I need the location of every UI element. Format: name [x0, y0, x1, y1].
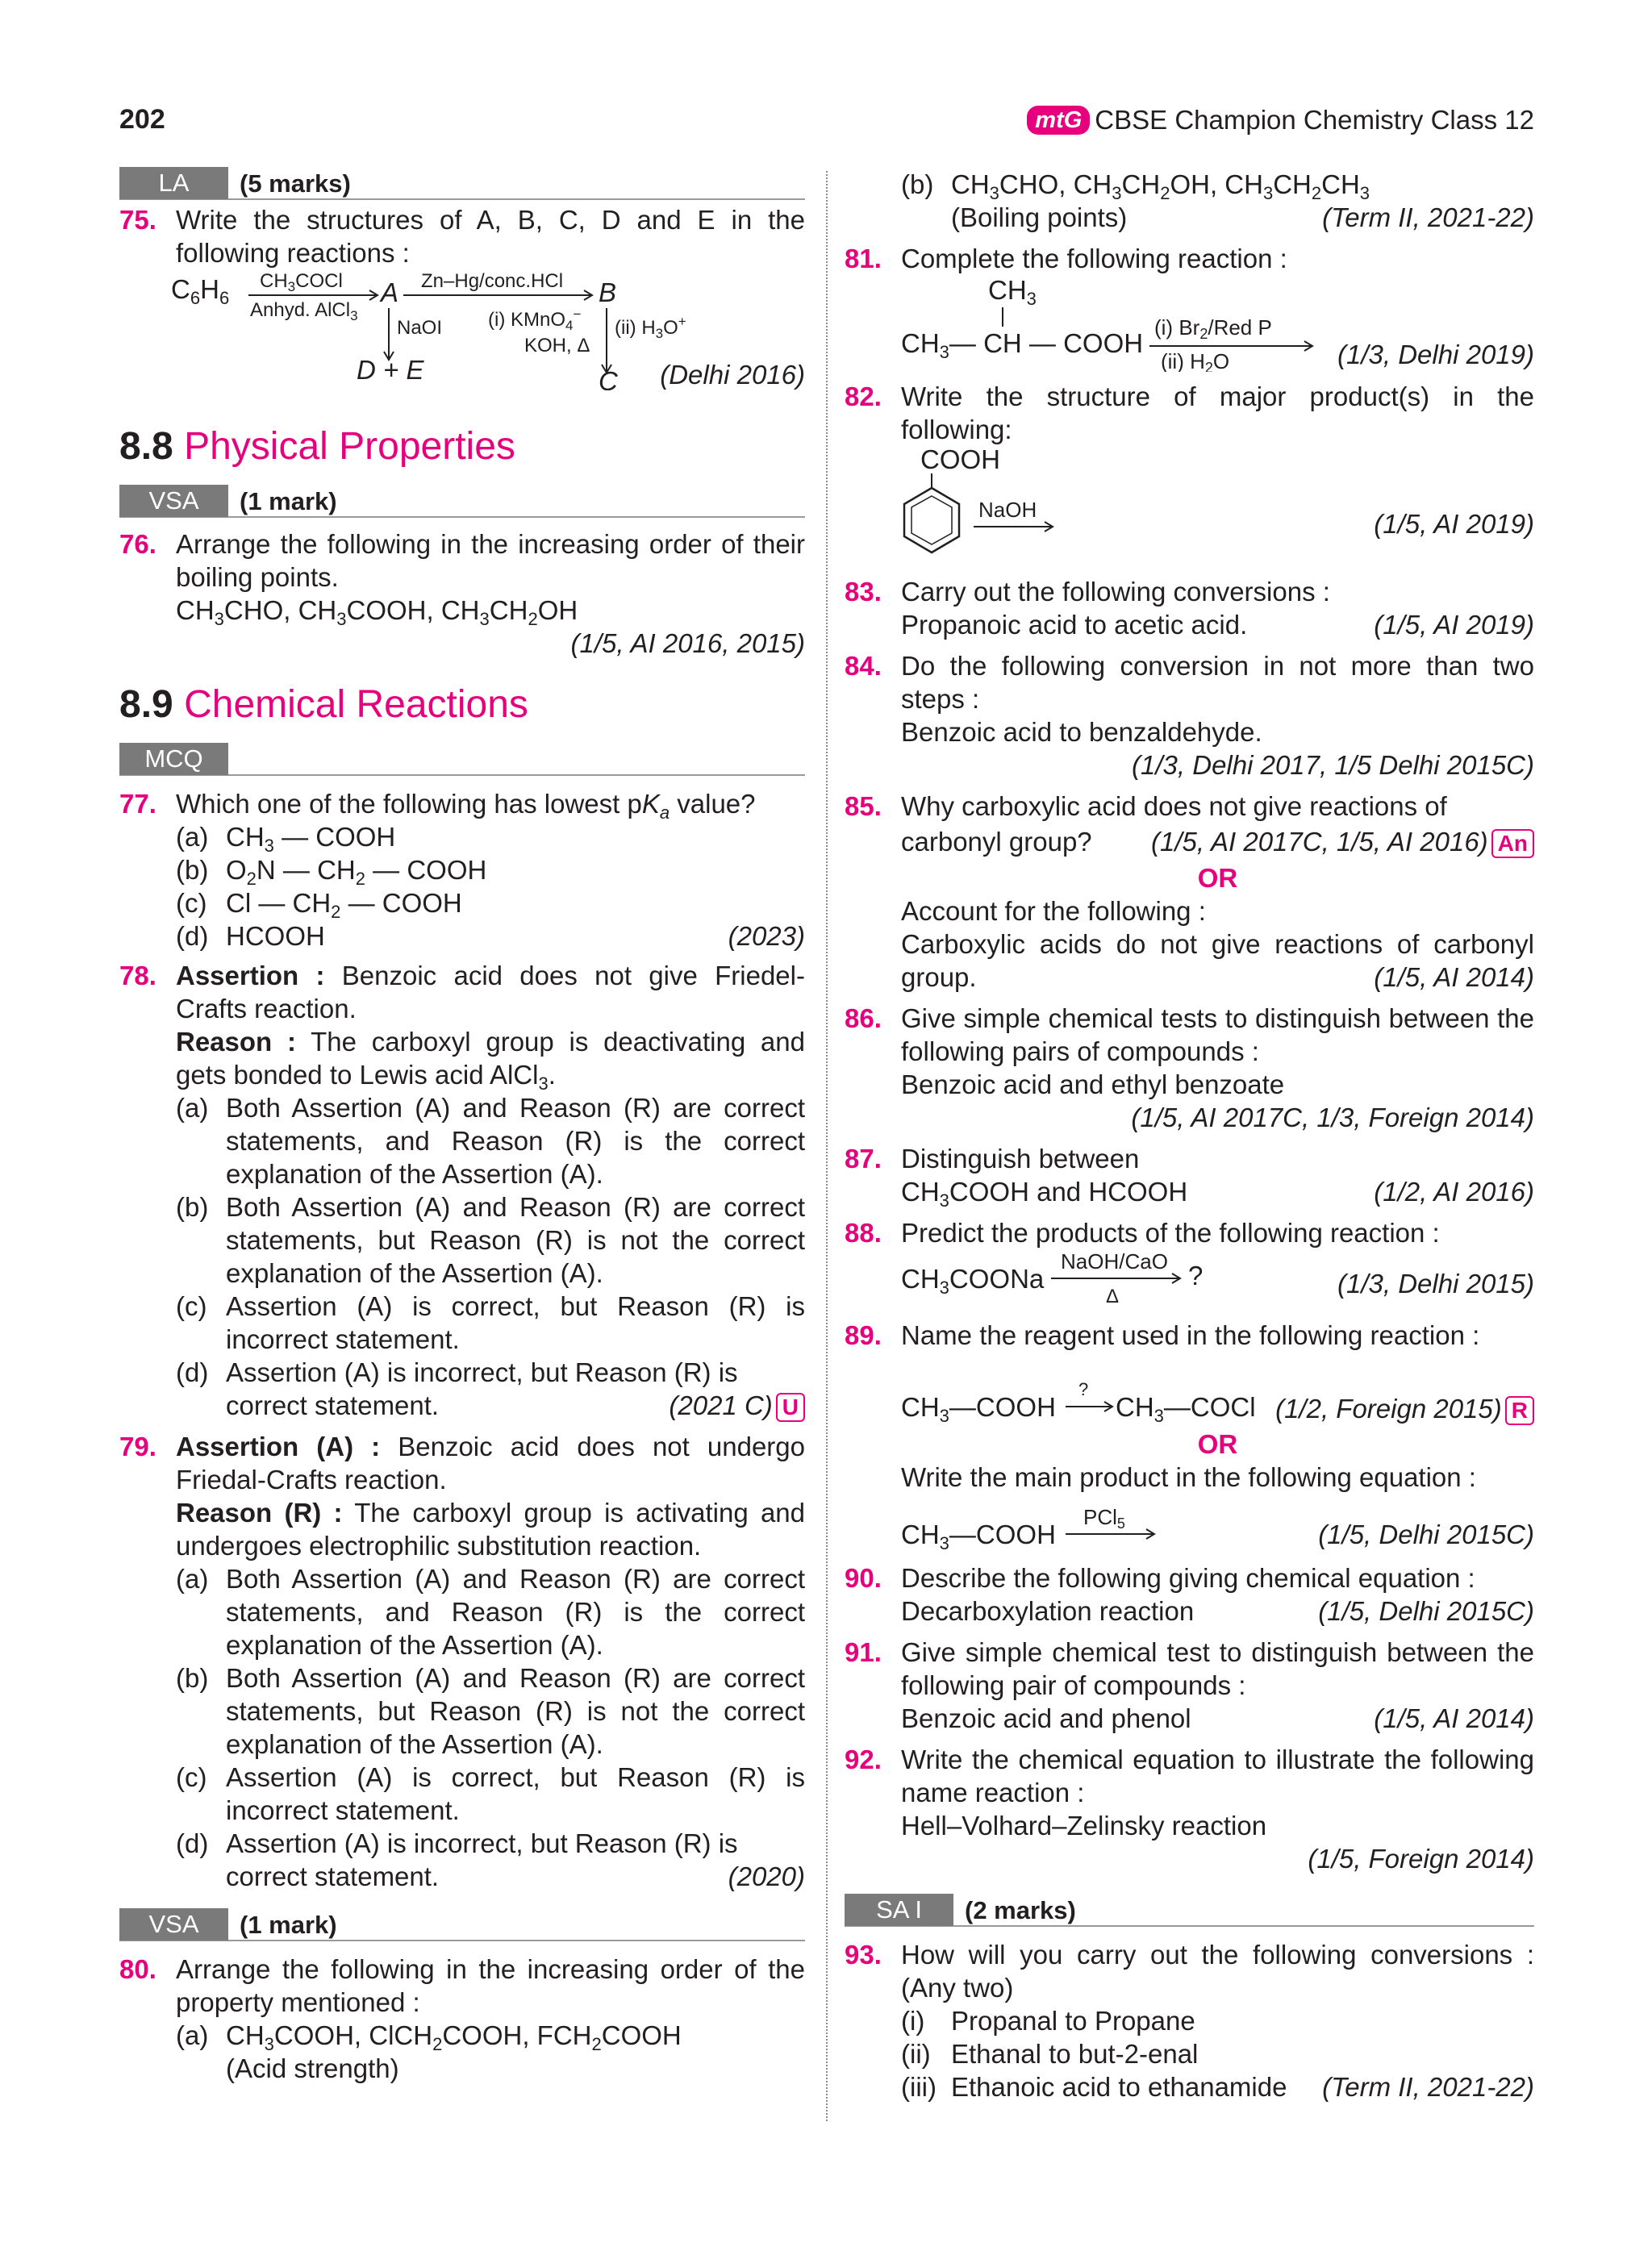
- svg-text:?: ?: [1188, 1261, 1204, 1290]
- reaction-81: $CH_3$ $CH_3—$ CH — COOH (i) Br2/Red P (ii) H2O (1/3, Delhi 2019): [901, 275, 1534, 372]
- question-81: 81. Complete the following reaction : $CH_3$ $CH_3—$ CH — COOH (i) Br2/Red P (ii) H2O (1/3, Delhi 2019): [845, 242, 1534, 372]
- or-separator-2: OR: [1197, 1429, 1238, 1459]
- svg-text:PCl5: PCl5: [1083, 1505, 1125, 1532]
- brand-logo: mtG: [1027, 106, 1090, 135]
- list-item: (ii) Ethanal to but-2-enal: [901, 2039, 1199, 2069]
- section-heading-8-8: 8.8 Physical Properties: [119, 425, 515, 468]
- running-header: [1027, 103, 1534, 136]
- understanding-badge: U: [776, 1393, 805, 1422]
- question-79: 79. Assertion (A) : Benzoic acid does not undergo Friedal-Crafts reaction. Reason (R) : The carboxyl group is activating and undergoes electrophilic substitution reaction. (a) Both Assertion (A) and Reason (R) are correct statements, and Reason (R) is the correct explanation of the Assertion (A). (b) Both Assertion (A) and Reason (R) are correct statements, but Reason (R) is not the correct explanation of the Assertion (A). (c) Assertion (A) is correct, but Reason (R) is incorrect statement. (d) Assertion (A) is incorrect, but Reason (R) is correct statement. (2020): [119, 1432, 806, 1891]
- option-79d: (d) Assertion (A) is incorrect, but Reason (R) is correct statement. (2020): [176, 1828, 805, 1891]
- question-88: 88. Predict the products of the following reaction : $CH_3COONa$ NaOH/CaO Δ ? (1/3, Delhi 2015): [845, 1216, 1534, 1311]
- svg-text:KOH, Δ: KOH, Δ: [524, 335, 590, 356]
- question-83: 83. Carry out the following conversions : Propanoic acid to acetic acid. (1/5, AI 2019): [845, 577, 1534, 640]
- option-80a: (a) $CH_3COOH$, ClCH$_2$COOH, $FCH_2COOH$ (Acid strength): [176, 2020, 682, 2083]
- option-78a: (a) Both Assertion (A) and Reason (R) are correct statements, and Reason (R) is the correct explanation of the Assertion (A).: [176, 1093, 805, 1189]
- section-bar-la: LA (5 marks): [119, 168, 805, 200]
- svg-text:CH3: $CH_3$: [988, 275, 1037, 309]
- section-bar-mcq: MCQ: [119, 744, 805, 776]
- question-90: 90. Describe the following giving chemical equation : Decarboxylation reaction (1/5, Delhi 2015C): [845, 1563, 1534, 1626]
- section-bar-sa1: SA I (2 marks): [845, 1895, 1534, 1927]
- compound-B: B: [599, 277, 617, 307]
- question-91: 91. Give simple chemical test to distinguish between the following pair of compounds : Benzoic acid and phenol (1/5, AI 2014): [845, 1637, 1534, 1733]
- column-divider: [826, 171, 828, 2121]
- svg-text:(i) Br2/Red P: (i) Br2/Red P: [1154, 315, 1272, 342]
- svg-text:NaOH: NaOH: [978, 498, 1037, 522]
- question-86: 86. Give simple chemical tests to distinguish between the following pairs of compounds : Benzoic acid and ethyl benzoate (1/5, AI 2017C, 1/3, Foreign 2014): [845, 1003, 1534, 1132]
- right-column: (b) $CH_3CHO$, $CH_3CH_2OH$, $CH_3CH_2CH_3$ (Boiling points) (Term II, 2021-22) 81. Complete the following reaction : $CH_3$ $CH_3—$ CH — COOH (i) Br2/Red P (ii) H2O (1/3, Delhi 2019) 82. Write the structure of major product(s) in the following: COOH NaOH (1/5, AI 2019) 83. Carry out the following conversions : Propanoic acid to acetic acid. (1/5, AI 2019) 84. Do the following conversion in not more than two steps : Benzoic acid to benzaldehyde. (1/3, Delhi 2017, 1/5 Delhi 2015C) 85. Why carboxylic acid does not give reactions of carbonyl group? (1/5, AI 2017C, 1/5, AI 2016) An OR Account for the following : Carboxylic acids do not give reactions of carbonyl group. (1/5, AI 2014) 86. Give simple chemical tests to distinguish between the following pairs of compounds : Benzoic acid and ethyl benzoate (1/5, AI 2017C, 1/3, Foreign 2014) 87. Distinguish between $CH_3COOH$ and HCOOH (1/2, AI 2016) 88. Predict the products of the following reaction : $CH_3COONa$ NaOH/CaO Δ ? (1/3, Delhi 2015) 89. Name the reagent used in the following reaction : $CH_3—COOH$ ? $CH_3—COCl$ (1/2, Foreign 2015) R OR Write the main product in the following equation : $CH_3—COOH$ PCl5 (1/5, Delhi 2015C) 90. Describe the following giving chemical equation : Decarboxylation reaction (1/5, Delhi 2015C) 91. Give simple chemical test to distinguish between the following pair of compounds : Benzoic acid and phenol (1/5, AI 2014) 92. Write the chemical equation to illustrate the following name reaction : Hell–Volhard–Zelinsky reaction (1/5, Foreign 2014) SA I (2 marks) 93. How will you carry out the following conversions : (Any two) (i) Propanal to Propane (ii) Ethanal to but-2-enal (iii) Ethanoic acid to ethanamide (Term II, 2021-22): [845, 169, 1534, 2102]
- svg-text:Δ: Δ: [1106, 1286, 1120, 1307]
- option-79a: (a) Both Assertion (A) and Reason (R) are correct statements, and Reason (R) is the correct explanation of the Assertion (A).: [176, 1564, 805, 1660]
- reaction-89: $CH_3—COOH$ ? $CH_3—COCl$ (1/2, Foreign 2015) R: [901, 1352, 1534, 1428]
- question-87: 87. Distinguish between $CH_3COOH$ and HCOOH (1/2, AI 2016): [845, 1144, 1534, 1211]
- question-82: 82. Write the structure of major product(s) in the following: COOH NaOH (1/5, AI 2019): [845, 380, 1534, 567]
- compound-A: A: [381, 277, 399, 307]
- compound-C: C: [599, 366, 618, 390]
- question-92: 92. Write the chemical equation to illustrate the following name reaction : Hell–Volhard–Zelinsky reaction (1/5, Foreign 2014): [845, 1745, 1534, 1874]
- section-bar-vsa-2: VSA (1 mark): [119, 1909, 805, 1941]
- question-75: 75. Write the structures of A, B, C, D and E in the following reactions :: [119, 205, 805, 268]
- question-77: 77. Which one of the following has lowest $pK_a$ value? (a) $CH_3$ — COOH (b) $O_2N$ — $CH_2$ — COOH (c) Cl — $CH_2$ — COOH (d) HCOOH (2023): [119, 789, 805, 951]
- reaction-scheme-75: $C_6H_6$ $CH_3COCl$ Anhyd. AlCl$_3$ A Zn–Hg/conc.HCl B NaOI (i) KMnO$_4$− KOH, Δ (ii) $H_3O^+$ D + E C (Delhi 2016): [119, 269, 805, 390]
- svg-text:?: ?: [1078, 1379, 1089, 1399]
- book-title: CBSE Champion Chemistry Class 12: [1095, 105, 1534, 135]
- question-85: 85. Why carboxylic acid does not give reactions of carbonyl group? (1/5, AI 2017C, 1/5, AI 2016) An: [845, 790, 1534, 861]
- compound-DE: D + E: [357, 355, 424, 385]
- svg-text:CH3—COCl: $CH_3—COCl$: [1116, 1392, 1256, 1426]
- svg-text:NaOI: NaOI: [397, 317, 443, 339]
- svg-text:(ii) H3O+: (ii) $H_3O^+$: [615, 314, 686, 341]
- reaction-88: $CH_3COONa$ NaOH/CaO Δ ? (1/3, Delhi 2015): [901, 1249, 1534, 1307]
- or-separator: OR: [1197, 863, 1238, 893]
- option-77d: (d) HCOOH (2023): [176, 921, 805, 951]
- list-item: (iii) Ethanoic acid to ethanamide (Term II, 2021-22): [901, 2072, 1534, 2102]
- reaction-89-alt: $CH_3—COOH$ PCl5 (1/5, Delhi 2015C): [901, 1505, 1534, 1553]
- list-item: (i) Propanal to Propane: [901, 2006, 1195, 2036]
- question-76: 76. Arrange the following in the increasing order of their boiling points. $CH_3CHO$, $CH_3COOH$, $CH_3CH_2OH$ (1/5, AI 2016, 2015): [119, 529, 805, 658]
- option-77c: (c) Cl — $CH_2$ — COOH: [176, 888, 462, 922]
- compounds-76: $CH_3CHO$, $CH_3COOH$, $CH_3CH_2OH$: [176, 595, 578, 629]
- section-bar-vsa: VSA (1 mark): [119, 486, 805, 518]
- left-column: [119, 168, 805, 2085]
- question-80: 80. Arrange the following in the increasing order of the property mentioned : (a) $CH_3COOH$, ClCH$_2$COOH, $FCH_2COOH$ (Acid strength): [119, 1954, 805, 2083]
- option-78b: (b) Both Assertion (A) and Reason (R) are correct statements, but Reason (R) is not the correct explanation of the Assertion (A).: [176, 1192, 805, 1288]
- svg-text:(ii) H2O: (ii) H2O: [1161, 349, 1230, 372]
- remembering-badge: R: [1505, 1396, 1534, 1425]
- option-77b: (b) $O_2N$ — $CH_2$ — COOH: [176, 855, 487, 889]
- option-78d: (d) Assertion (A) is incorrect, but Reason (R) is correct statement. (2021 C) U: [176, 1356, 805, 1422]
- svg-text:CH3—COOH: $CH_3—COOH$: [901, 1392, 1056, 1426]
- question-93: 93. How will you carry out the following conversions : (Any two) (i) Propanal to Propane (ii) Ethanal to but-2-enal (iii) Ethanoic acid to ethanamide (Term II, 2021-22): [845, 1940, 1534, 2102]
- option-78c: (c) Assertion (A) is correct, but Reason (R) is incorrect statement.: [176, 1291, 805, 1354]
- question-89: 89. Name the reagent used in the following reaction : $CH_3—COOH$ ? $CH_3—COCl$ (1/2, Foreign 2015) R: [845, 1319, 1534, 1428]
- svg-text:Zn–Hg/conc.HCl: Zn–Hg/conc.HCl: [421, 270, 564, 292]
- svg-text:CH3COONa: $CH_3COONa$: [901, 1264, 1045, 1298]
- reaction-82: COOH NaOH (1/5, AI 2019): [901, 446, 1534, 567]
- question-84: 84. Do the following conversion in not more than two steps : Benzoic acid to benzaldehyde. (1/3, Delhi 2017, 1/5 Delhi 2015C): [845, 651, 1534, 780]
- option-79b: (b) Both Assertion (A) and Reason (R) are correct statements, but Reason (R) is not the correct explanation of the Assertion (A).: [176, 1663, 805, 1759]
- page-number: 202: [119, 104, 165, 135]
- option-77a: (a) $CH_3$ — COOH: [176, 822, 396, 856]
- option-79c: (c) Assertion (A) is correct, but Reason (R) is incorrect statement.: [176, 1762, 805, 1825]
- section-heading-8-9: 8.9 Chemical Reactions: [119, 683, 528, 726]
- analysis-badge: An: [1491, 829, 1534, 858]
- svg-text:Anhyd. AlCl3: Anhyd. AlCl$_3$: [250, 299, 358, 323]
- svg-text:CH3—COOH: $CH_3—COOH$: [901, 1520, 1056, 1553]
- svg-text:(i) KMnO4−: (i) KMnO$_4$−: [488, 306, 582, 333]
- benzoic-acid-structure: [901, 446, 1143, 567]
- svg-text:CH3— CH — COOH: $CH_3—$ CH — COOH: [901, 328, 1144, 362]
- svg-text:C6H6: $C_6H_6$: [171, 274, 230, 308]
- svg-text:CH3COCl: $CH_3COCl$: [260, 270, 343, 294]
- svg-text:NaOH/CaO: NaOH/CaO: [1061, 1249, 1168, 1274]
- question-80b: (b) $CH_3CHO$, $CH_3CH_2OH$, $CH_3CH_2CH_3$ (Boiling points) (Term II, 2021-22): [901, 169, 1534, 232]
- svg-text:COOH: COOH: [920, 446, 1000, 474]
- question-78: 78. Assertion : Benzoic acid does not give Friedel-Crafts reaction. Reason : The carboxyl group is deactivating and gets bonded to Lewis acid AlCl$_3$. (a) Both Assertion (A) and Reason (R) are correct statements, and Reason (R) is the correct explanation of the Assertion (A). (b) Both Assertion (A) and Reason (R) are correct statements, but Reason (R) is not the correct explanation of the Assertion (A). (c) Assertion (A) is correct, but Reason (R) is incorrect statement. (d) Assertion (A) is incorrect, but Reason (R) is correct statement. (2021 C) U: [119, 961, 805, 1420]
